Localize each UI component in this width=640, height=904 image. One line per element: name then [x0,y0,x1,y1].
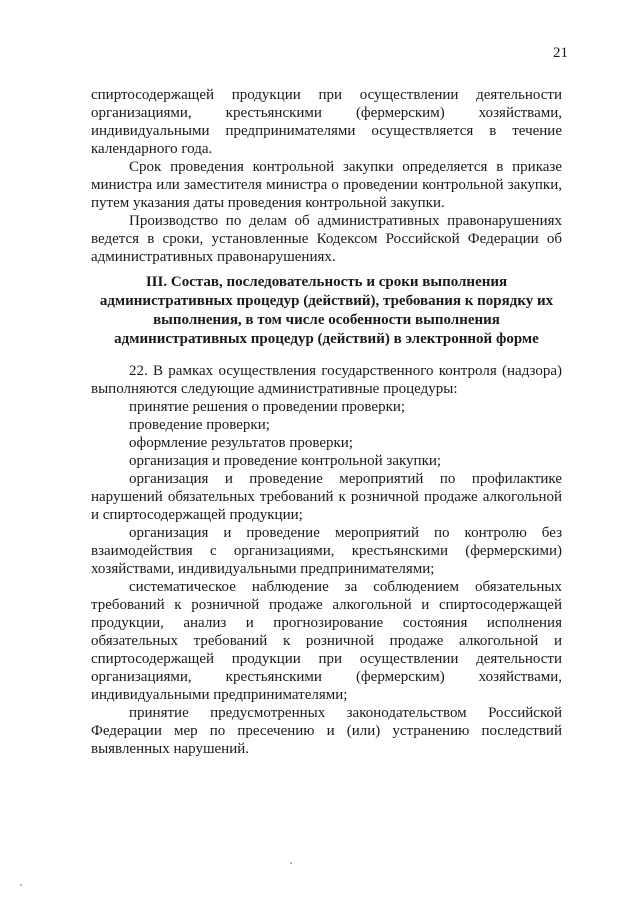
list-item: организация и проведение контрольной закупки; [129,453,442,469]
list-item: принятие решения о проведении проверки; [129,399,406,415]
list-item: оформление результатов проверки; [129,435,353,451]
section-heading-line: выполнения, в том числе особенности выполнения [153,312,500,328]
section-heading [91,273,562,349]
section-heading-line: III. Состав, последовательность и сроки выполнения [145,274,508,290]
list-item: принятие предусмотренных законодательством Российской Федерации мер по пресечению и (или) устранению последствий выявленных нарушений. [91,705,562,757]
top-text-block [91,86,562,266]
bottom-text-block [91,362,562,758]
section-heading-line: административных процедур (действий) в электронной форме [114,331,539,347]
list-item: организация и проведение мероприятий по профилактике нарушений обязательных требований к розничной продаже алкогольной и спиртосодержащей продукции; [91,471,562,523]
list-item: проведение проверки; [129,417,270,433]
section-heading-line: административных процедур (действий), требования к порядку их [99,293,554,309]
paragraph-continued: спиртосодержащей продукции при осуществлении деятельности организациями, крестьянскими (фермерским) хозяйствами, индивидуальными предпринимателями осуществляется в течение календарного года. [91,87,562,157]
scan-speck [290,862,292,864]
paragraph-control-purchase-term: Срок проведения контрольной закупки определяется в приказе министра или заместителя министра о проведении контрольной закупки, путем указания даты проведения контрольной закупки. [91,159,562,211]
list-item: систематическое наблюдение за соблюдением обязательных требований к розничной продаже алкогольной и спиртосодержащей продукции, анализ и прогнозирование состояния исполнения обязательных требований к розничной продаже алкогольной и спиртосодержащей продукции при осуществлении деятельности организациями, крестьянскими (фермерским) хозяйствами, индивидуальными предпринимателями; [91,579,562,703]
scan-speck [20,884,22,886]
page-number: 21 [553,45,568,61]
list-item: организация и проведение мероприятий по контролю без взаимодействия с организациями, крестьянскими (фермерскими) хозяйствами, индивидуальными предпринимателями; [91,525,562,577]
paragraph-item-22: 22. В рамках осуществления государственного контроля (надзора) выполняются следующие административные процедуры: [91,363,562,397]
paragraph-administrative-offenses: Производство по делам об административных правонарушениях ведется в сроки, установленные Кодексом Российской Федерации об административных правонарушениях. [91,213,562,265]
